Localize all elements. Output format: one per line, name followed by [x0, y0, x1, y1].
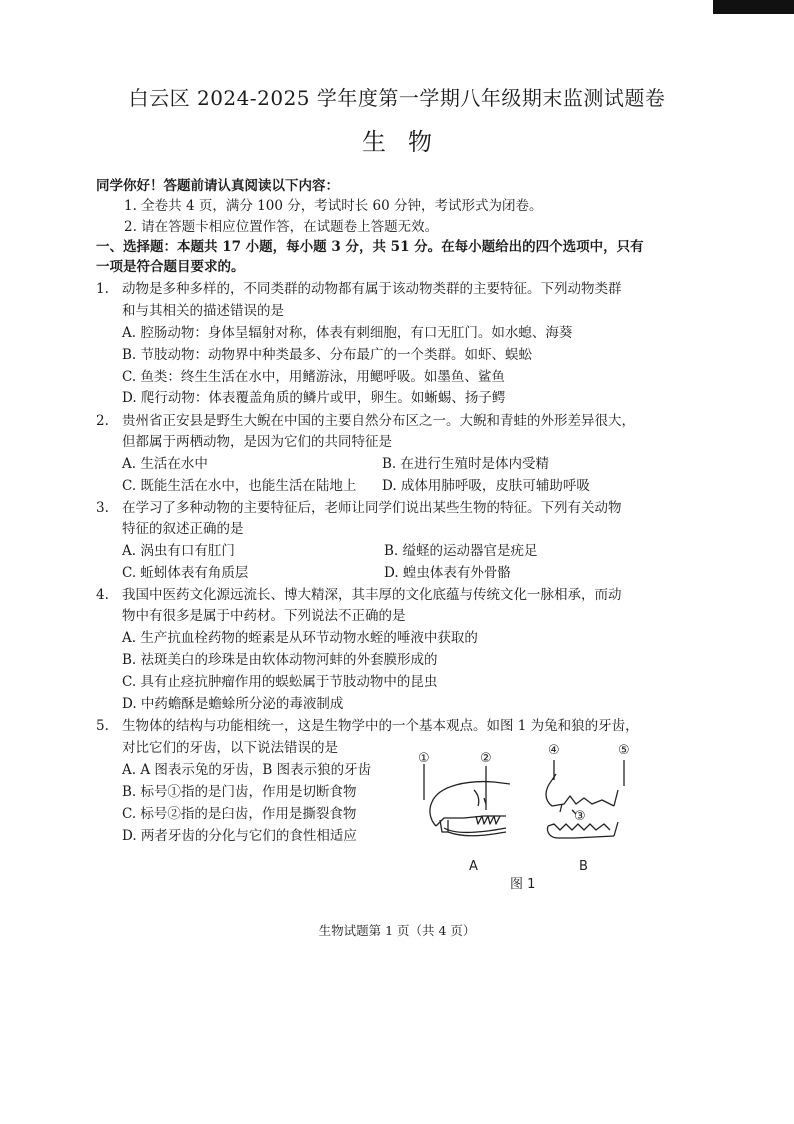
option-a: A. 生活在水中 [122, 456, 208, 472]
option-b: B. 节肢动物：动物界中种类最多、分布最广的一个类群。如虾、蜈蚣 [122, 347, 533, 363]
option-c: C. 蚯蚓体表有角质层 [122, 565, 249, 581]
option-b: B. 祛斑美白的珍珠是由软体动物河蚌的外套膜形成的 [122, 652, 438, 668]
question-stem: 生物体的结构与功能相统一，这是生物学中的一个基本观点。如图 1 为兔和狼的牙齿， [122, 718, 639, 734]
question-number: 1. [96, 281, 109, 297]
question-number: 3. [96, 500, 109, 516]
question-stem: 在学习了多种动物的主要特征后，老师让同学们说出某些生物的特征。下列有关动物 [122, 500, 622, 516]
question-stem: 我国中医药文化源远流长、博大精深，其丰厚的文化底蕴与传统文化一脉相承，而动 [122, 587, 622, 603]
option-a: A. A 图表示兔的牙齿，B 图表示狼的牙齿 [122, 762, 372, 778]
subject-title: 生物 [362, 128, 454, 156]
figure-caption: 图 1 [510, 877, 536, 890]
option-a: A. 生产抗血栓药物的蛭素是从环节动物水蛭的唾液中获取的 [122, 630, 478, 646]
option-d: D. 蝗虫体表有外骨骼 [384, 565, 511, 581]
option-c: C. 既能生活在水中，也能生活在陆地上 [122, 478, 357, 494]
page-footer: 生物试题第 1 页（共 4 页） [318, 923, 476, 938]
rabbit-jaw-drawing [430, 782, 510, 836]
option-b: B. 缢蛏的运动器官是疣足 [384, 543, 538, 559]
notice-item: 2. 请在答题卡相应位置作答，在试题卷上答题无效。 [124, 219, 439, 235]
notice-intro: 同学你好！答题前请认真阅读以下内容： [96, 178, 339, 194]
question-stem: 对比它们的牙齿，以下说法错误的是 [122, 740, 338, 756]
figure-label: ⑤ [618, 743, 630, 758]
teeth-diagram [414, 740, 640, 890]
notice-item: 1. 全卷共 4 页，满分 100 分，考试时长 60 分钟，考试形式为闭卷。 [124, 198, 543, 214]
question-stem: 和与其相关的描述错误的是 [122, 303, 284, 319]
panel-a-label: A [469, 859, 478, 874]
exam-title: 白云区 2024-2025 学年度第一学期八年级期末监测试题卷 [128, 86, 666, 110]
option-b: B. 标号①指的是门齿，作用是切断食物 [122, 784, 357, 800]
option-d: D. 成体用肺呼吸，皮肤可辅助呼吸 [382, 478, 590, 494]
figure-teeth [414, 740, 640, 890]
option-c: C. 具有止痉抗肿瘤作用的蜈蚣属于节肢动物中的昆虫 [122, 674, 438, 690]
question-stem: 动物是多种多样的，不同类群的动物都有属于该动物类群的主要特征。下列动物类群 [122, 281, 622, 297]
question-number: 2. [96, 413, 109, 429]
section-heading: 一、选择题：本题共 17 小题，每小题 3 分，共 51 分。在每小题给出的四个选项中，只有 [96, 239, 644, 255]
figure-label: ② [480, 751, 492, 766]
figure-label: ① [418, 751, 430, 766]
question-stem: 贵州省正安县是野生大鲵在中国的主要自然分布区之一。大鲵和青蛙的外形差异很大， [122, 413, 635, 429]
question-number: 5. [96, 718, 109, 734]
question-number: 4. [96, 587, 109, 603]
option-d: D. 中药蟾酥是蟾蜍所分泌的毒液制成 [122, 696, 344, 712]
option-c: C. 标号②指的是臼齿，作用是撕裂食物 [122, 806, 357, 822]
question-stem: 特征的叙述正确的是 [122, 521, 244, 537]
option-b: B. 在进行生殖时是体内受精 [382, 456, 550, 472]
option-c: C. 鱼类：终生生活在水中，用鳍游泳，用鳃呼吸。如墨鱼、鲨鱼 [122, 369, 505, 385]
scan-edge-mark [713, 0, 794, 14]
option-d: D. 两者牙齿的分化与它们的食性相适应 [122, 828, 357, 844]
figure-label: ③ [574, 809, 586, 824]
section-heading-cont: 一项是符合题目要求的。 [96, 259, 245, 275]
panel-b-label: B [579, 859, 588, 874]
question-stem: 物中有很多是属于中药材。下列说法不正确的是 [122, 608, 406, 624]
figure-label: ④ [548, 743, 560, 758]
option-a: A. 腔肠动物：身体呈辐射对称，体表有刺细胞，有口无肛门。如水螅、海葵 [122, 325, 573, 341]
option-d: D. 爬行动物：体表覆盖角质的鳞片或甲，卵生。如蜥蜴、扬子鳄 [122, 390, 506, 406]
wolf-jaw-drawing [546, 774, 618, 838]
option-a: A. 涡虫有口有肛门 [122, 543, 235, 559]
question-stem: 但都属于两栖动物，是因为它们的共同特征是 [122, 434, 392, 450]
